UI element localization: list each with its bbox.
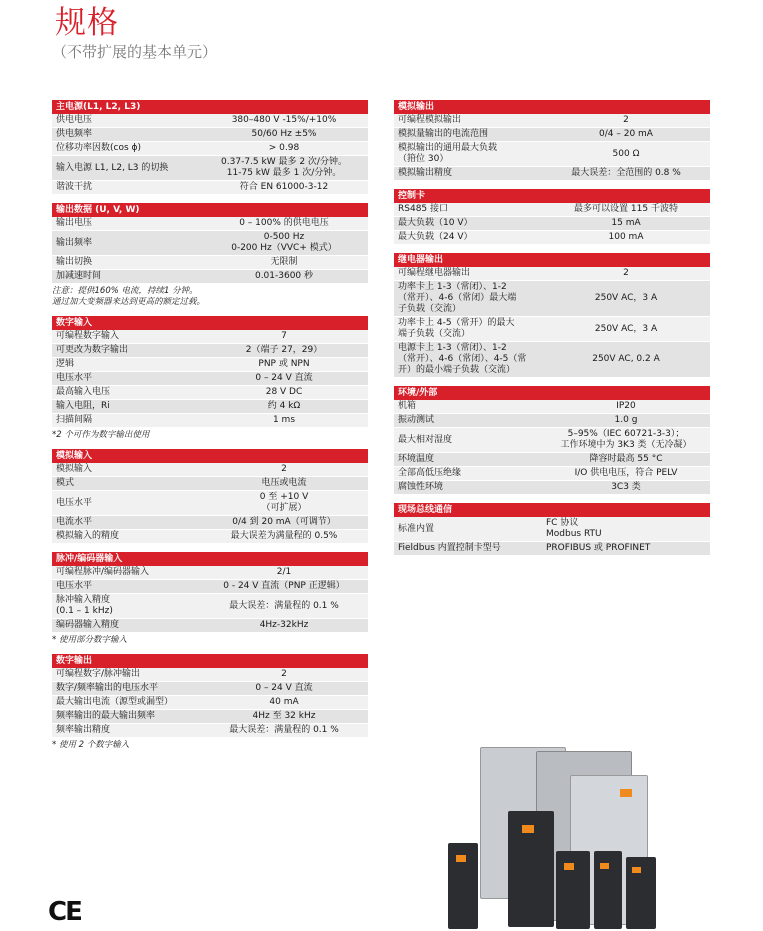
- spec-row: [52, 516, 368, 530]
- spec-section: [394, 189, 710, 245]
- spec-label: 输入电源 L1, L2, L3 的切换: [52, 162, 200, 175]
- spec-value: PNP 或 NPN: [258, 359, 310, 369]
- spec-value: 0 – 100% 的供电电压: [239, 218, 329, 228]
- spec-row: [52, 128, 368, 142]
- spec-row: [52, 682, 368, 696]
- spec-value: 5–95%（IEC 60721-3-3）； 工作环境中为 3K3 类（无冷凝）: [560, 429, 692, 450]
- spec-value: 380–480 V -15%/+10%: [231, 115, 337, 125]
- spec-value: 最多可以设置 115 千波特: [574, 204, 678, 214]
- section-note: *2 个可作为数字输出使用: [52, 430, 150, 440]
- spec-row: [394, 267, 710, 281]
- spec-value: 最大误差：满量程的 0.1 %: [229, 600, 339, 611]
- spec-row: [394, 467, 710, 481]
- page-subtitle: （不带扩展的基本单元）: [52, 43, 218, 61]
- spec-label: 模拟输入: [56, 464, 93, 474]
- spec-value: PROFIBUS 或 PROFINET: [546, 543, 651, 553]
- spec-row: [52, 477, 368, 491]
- spec-label: 最大输出电流（源型或漏型）: [56, 697, 174, 707]
- spec-label: 全部高低压绝缘: [398, 468, 462, 478]
- drive-unit-small-4: [626, 857, 656, 929]
- spec-label: 扫描间隔: [56, 415, 93, 425]
- spec-label: 可编程模拟输出: [398, 115, 462, 125]
- spec-label: 模拟输出的通用最大负载 （箝位 30）: [398, 143, 498, 164]
- spec-value: 250V AC，3 A: [594, 293, 658, 303]
- spec-value: 0/4 – 20 mA: [599, 129, 653, 139]
- spec-label: 可更改为数字输出: [52, 344, 200, 357]
- spec-value: 1.0 g: [614, 415, 638, 425]
- spec-value: 0 至 +10 V （可扩展）: [259, 492, 309, 513]
- spec-value: 无限制: [270, 257, 298, 267]
- spec-label: 输出频率: [52, 237, 200, 250]
- spec-row: [394, 128, 710, 142]
- spec-row: [52, 463, 368, 477]
- spec-row: [52, 217, 368, 231]
- spec-section: [52, 552, 368, 646]
- spec-label: 数字/频率输出的电压水平: [52, 682, 200, 695]
- spec-row: [52, 566, 368, 580]
- spec-value: 最大误差：满量程的 0.1 %: [229, 725, 339, 735]
- section-heading: 继电器输出: [394, 253, 710, 267]
- spec-row: [52, 696, 368, 710]
- left-column: [52, 100, 368, 759]
- spec-value: 4Hz 至 32 kHz: [252, 711, 316, 721]
- spec-value: 2: [281, 669, 287, 679]
- spec-label: 可编程脉冲/编码器输入: [56, 567, 150, 577]
- spec-row: [52, 491, 368, 516]
- spec-section: [394, 100, 710, 181]
- spec-value: FC 协议 Modbus RTU: [546, 518, 602, 539]
- spec-section: [394, 253, 710, 378]
- spec-row: [52, 270, 368, 284]
- spec-label: 输出电压: [56, 218, 93, 228]
- spec-row: [394, 142, 710, 167]
- spec-row: [52, 668, 368, 682]
- spec-label: Fieldbus 内置控制卡型号: [394, 542, 542, 555]
- spec-label: 可编程继电器输出: [398, 268, 471, 278]
- spec-label: 环境温度: [394, 453, 542, 466]
- spec-label: 最大相对湿度: [398, 434, 453, 445]
- spec-value: 符合 EN 61000-3-12: [239, 182, 329, 192]
- spec-label: 最大负载（10 V）: [394, 217, 542, 230]
- spec-row: [52, 400, 368, 414]
- spec-row: [52, 231, 368, 256]
- spec-value: 500 Ω: [612, 148, 640, 159]
- spec-row: [52, 156, 368, 181]
- page-title: 规格: [55, 5, 119, 41]
- spec-label: 模拟输出精度: [394, 167, 542, 180]
- display-screen: [620, 789, 632, 797]
- spec-label: 模拟量输出的电流范围: [394, 128, 542, 141]
- spec-section: [52, 654, 368, 751]
- spec-section: [52, 203, 368, 308]
- spec-row: [394, 167, 710, 181]
- spec-value: 7: [281, 331, 287, 341]
- spec-value: 28 V DC: [265, 387, 303, 397]
- spec-section: [52, 449, 368, 544]
- spec-row: [52, 619, 368, 633]
- spec-label: 加减速时间: [52, 270, 200, 283]
- spec-value: 降容时最高 55 °C: [589, 454, 663, 464]
- spec-label: 脉冲输入精度 (0.1 – 1 kHz): [56, 595, 113, 616]
- spec-row: [52, 344, 368, 358]
- spec-label: 电压水平: [52, 372, 200, 385]
- spec-label: 供电频率: [52, 128, 200, 141]
- spec-label: 编码器输入精度: [52, 619, 200, 632]
- spec-row: [394, 281, 710, 317]
- spec-label: 模拟输入的精度: [56, 531, 120, 541]
- spec-row: [52, 724, 368, 738]
- spec-value: 电压或电流: [261, 478, 307, 488]
- display-screen: [564, 863, 574, 870]
- spec-value: > 0.98: [268, 143, 300, 153]
- spec-label: 腐蚀性环境: [394, 481, 542, 494]
- spec-label: 谐波干扰: [56, 182, 93, 192]
- spec-value: 4Hz-32kHz: [259, 620, 309, 630]
- spec-row: [394, 542, 710, 556]
- spec-value: 250V AC，3 A: [594, 323, 658, 334]
- spec-label: 标准内置: [398, 523, 435, 534]
- spec-value: 0 - 24 V 直流（PNP 正逻辑）: [223, 581, 345, 591]
- section-note: * 使用部分数字输入: [52, 635, 127, 645]
- spec-value: 0 – 24 V 直流: [255, 683, 313, 693]
- section-note: * 使用 2 个数字输入: [52, 740, 130, 750]
- spec-label: 最高输入电压: [56, 387, 111, 397]
- section-heading: 现场总线通信: [394, 503, 710, 517]
- section-heading: 脉冲/编码器输入: [52, 552, 368, 566]
- spec-value: 2: [623, 115, 629, 125]
- spec-row: [52, 142, 368, 156]
- spec-label: RS485 接口: [398, 204, 449, 214]
- spec-label: 供电电压: [56, 115, 93, 125]
- spec-label: 电流水平: [52, 516, 200, 529]
- spec-row: [52, 181, 368, 195]
- spec-row: [52, 256, 368, 270]
- spec-label: 可编程数字/脉冲输出: [56, 669, 141, 679]
- spec-value: 2/1: [276, 567, 292, 577]
- product-photo: [444, 745, 662, 931]
- spec-label: 电压水平: [56, 497, 93, 508]
- spec-section: [52, 100, 368, 195]
- spec-value: 0/4 到 20 mA（可调节）: [232, 517, 336, 527]
- spec-section: [52, 316, 368, 441]
- spec-row: [394, 114, 710, 128]
- spec-row: [394, 317, 710, 342]
- spec-label: 电源卡上 1-3（常闭）、1-2 （常开）、4-6（常闭）、4-5（常 开）的最小端子负载（交流）: [394, 342, 542, 377]
- spec-row: [394, 453, 710, 467]
- spec-row: [52, 386, 368, 400]
- spec-value: IP20: [616, 401, 636, 411]
- spec-value: 2: [281, 464, 287, 474]
- spec-value: 250V AC, 0.2 A: [592, 354, 660, 364]
- display-screen: [456, 855, 466, 862]
- spec-row: [394, 231, 710, 245]
- spec-value: 0.37-7.5 kW 最多 2 次/分钟。 11-75 kW 最多 1 次/分钟。: [221, 157, 347, 178]
- spec-row: [52, 358, 368, 372]
- spec-value: 2（端子 27，29）: [245, 345, 323, 355]
- section-heading: 模拟输入: [52, 449, 368, 463]
- spec-row: [52, 594, 368, 619]
- spec-value: 3C3 类: [611, 482, 641, 492]
- spec-row: [52, 710, 368, 724]
- spec-row: [394, 517, 710, 542]
- spec-label: 频率输出的最大输出频率: [52, 710, 200, 723]
- section-heading: 主电源(L1, L2, L3): [52, 100, 368, 114]
- spec-label: 输入电阻，Ri: [52, 400, 200, 413]
- spec-value: I/O 供电电压，符合 PELV: [574, 468, 678, 478]
- spec-label: 机箱: [398, 401, 417, 411]
- spec-value: 15 mA: [611, 218, 641, 228]
- spec-label: 功率卡上 1-3（常闭）、1-2 （常开）、4-6（常闭）最大端 子负载（交流）: [394, 281, 542, 316]
- spec-label: 可编程数字输入: [56, 331, 120, 341]
- spec-value: 最大误差为满量程的 0.5%: [230, 531, 338, 541]
- spec-row: [394, 217, 710, 231]
- spec-row: [394, 428, 710, 453]
- spec-label: 逻辑: [56, 359, 75, 369]
- spec-label: 模式: [52, 477, 200, 490]
- spec-value: 40 mA: [269, 697, 299, 707]
- spec-value: 最大误差：全范围的 0.8 %: [571, 168, 681, 178]
- spec-label: 振动测试: [394, 414, 542, 427]
- section-heading: 输出数据 (U, V, W): [52, 203, 368, 217]
- section-heading: 数字输出: [52, 654, 368, 668]
- spec-row: [394, 400, 710, 414]
- spec-label: 位移功率因数(cos ϕ): [56, 143, 141, 153]
- spec-value: 0 – 24 V 直流: [255, 373, 313, 383]
- spec-value: 2: [623, 268, 629, 278]
- display-screen: [522, 825, 534, 833]
- spec-row: [52, 530, 368, 544]
- spec-row: [52, 372, 368, 386]
- spec-row: [52, 330, 368, 344]
- spec-label: 电压水平: [52, 580, 200, 593]
- section-heading: 控制卡: [394, 189, 710, 203]
- spec-value: 100 mA: [608, 232, 644, 242]
- section-heading: 模拟输出: [394, 100, 710, 114]
- spec-value: 0.01-3600 秒: [254, 271, 314, 281]
- section-heading: 环境/外部: [394, 386, 710, 400]
- spec-row: [52, 414, 368, 428]
- spec-label: 输出切换: [56, 257, 93, 267]
- right-column: [394, 100, 710, 564]
- spec-value: 1 ms: [272, 415, 296, 425]
- spec-value: 约 4 kΩ: [267, 401, 301, 411]
- display-screen: [632, 867, 641, 873]
- ce-mark-logo: CE: [48, 897, 81, 927]
- spec-label: 最大负载（24 V）: [398, 232, 473, 242]
- spec-row: [394, 414, 710, 428]
- spec-label: 频率输出精度: [56, 725, 111, 735]
- spec-row: [52, 114, 368, 128]
- display-screen: [600, 863, 609, 869]
- spec-row: [52, 580, 368, 594]
- spec-value: 50/60 Hz ±5%: [251, 129, 317, 139]
- spec-row: [394, 203, 710, 217]
- spec-row: [394, 342, 710, 378]
- spec-section: [394, 386, 710, 495]
- spec-value: 0-500 Hz 0-200 Hz（VVC+ 模式）: [231, 232, 337, 253]
- spec-section: [394, 503, 710, 556]
- section-heading: 数字输入: [52, 316, 368, 330]
- section-note: 注意：提供160% 电流，持续1 分钟。 通过加大变频器来达到更高的额定过载。: [52, 286, 206, 307]
- spec-label: 功率卡上 4-5（常开）的最大 端子负载（交流）: [398, 318, 515, 339]
- spec-row: [394, 481, 710, 495]
